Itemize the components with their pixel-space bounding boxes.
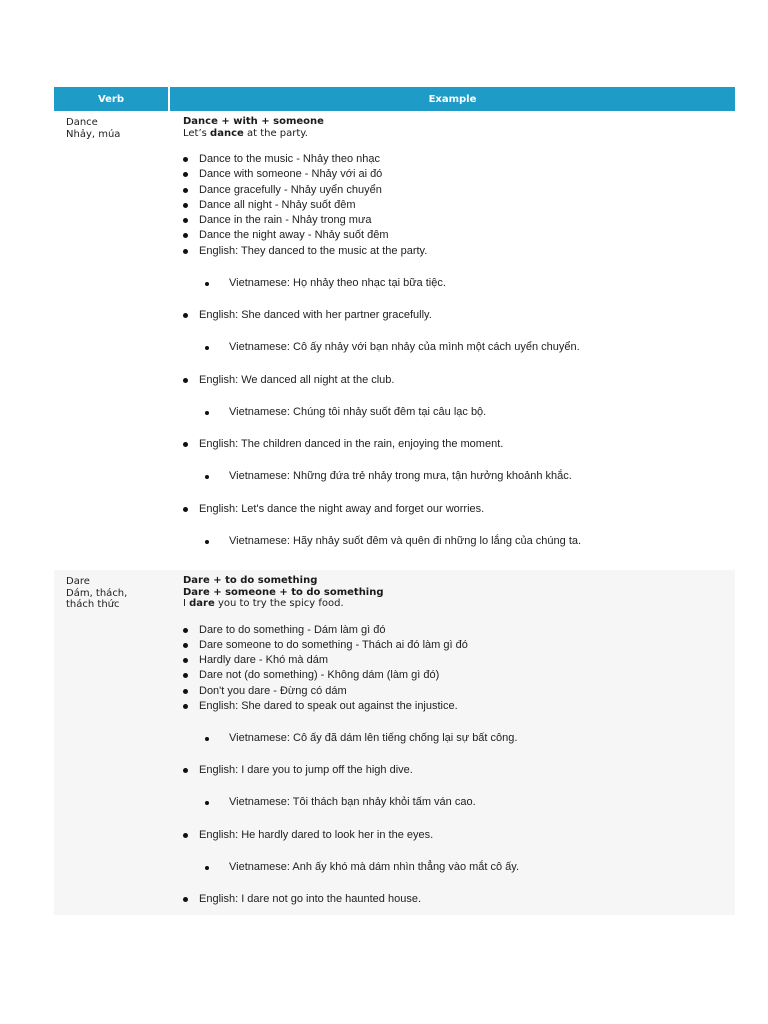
- table-header: [54, 87, 735, 111]
- english-sentence: English: We danced all night at the club.: [183, 373, 394, 388]
- list-item: Dare to do something - Dám làm gì đó: [183, 623, 735, 638]
- sentence-pair: [183, 892, 735, 957]
- vietnamese-translation: Vietnamese: Những đứa trẻ nhảy trong mưa, tận hưởng khoảnh khắc.: [205, 469, 572, 484]
- verb-meaning: Nhảy, múa: [66, 128, 121, 140]
- verb-word: Dance: [66, 117, 98, 128]
- vietnamese-translation: Vietnamese: Cô ấy nhảy với bạn nhảy của mình một cách uyển chuyển.: [205, 340, 580, 355]
- english-sentence: English: The children danced in the rain, enjoying the moment.: [183, 437, 503, 452]
- list-item: Dance with someone - Nhảy với ai đó: [183, 167, 735, 182]
- english-sentence: English: She dared to speak out against the injustice.: [183, 699, 458, 714]
- verb-pattern: Dance + with + someone: [183, 116, 324, 127]
- header-example: Example: [428, 93, 477, 105]
- vietnamese-translation: Vietnamese: Hãy nhảy suốt đêm và quên đi những lo lắng của chúng ta.: [205, 534, 581, 549]
- vietnamese-translation: Vietnamese: Cô ấy đã dám lên tiếng chống lại sự bất công.: [205, 731, 517, 746]
- sentence-pair: [183, 244, 735, 309]
- sentence-pair: [183, 763, 735, 828]
- collocation-list: [183, 623, 735, 699]
- table-row: [54, 111, 735, 567]
- list-item: Hardly dare - Khó mà dám: [183, 653, 735, 668]
- english-sentence: English: I dare not go into the haunted house.: [183, 892, 421, 907]
- verb-cell: [54, 570, 170, 915]
- sentence-pair: [183, 437, 735, 502]
- vietnamese-translation: Vietnamese: Họ nhảy theo nhạc tại bữa tiệc.: [205, 276, 446, 291]
- example-sentence-list: [183, 244, 735, 567]
- verb-table: [54, 87, 735, 915]
- list-item: Dare not (do something) - Không dám (làm gì đó): [183, 668, 735, 683]
- example-cell: [170, 570, 735, 915]
- example-sentence: I dare you to try the spicy food.: [183, 598, 344, 609]
- collocation-list: [183, 152, 735, 244]
- list-item: Dance in the rain - Nhảy trong mưa: [183, 213, 735, 228]
- header-verb: Verb: [54, 87, 170, 111]
- english-sentence: English: Let's dance the night away and forget our worries.: [183, 502, 484, 517]
- sentence-pair: [183, 502, 735, 567]
- verb-pattern: Dare + to do something: [183, 575, 318, 586]
- example-sentence-list: [183, 699, 735, 957]
- example-cell: [170, 111, 735, 567]
- english-sentence: English: They danced to the music at the party.: [183, 244, 427, 259]
- vietnamese-translation: Vietnamese: Anh ấy khó mà dám nhìn thẳng vào mắt cô ấy.: [205, 860, 519, 875]
- list-item: Dare someone to do something - Thách ai đó làm gì đó: [183, 638, 735, 653]
- verb-meaning: Dám, thách,: [66, 587, 128, 599]
- verb-cell: [54, 111, 170, 567]
- list-item: Dance all night - Nhảy suốt đêm: [183, 198, 735, 213]
- verb-word: Dare: [66, 576, 90, 587]
- english-sentence: English: I dare you to jump off the high dive.: [183, 763, 413, 778]
- sentence-pair: [183, 699, 735, 764]
- verb-meaning: thách thức: [66, 599, 120, 610]
- table-row: [54, 570, 735, 915]
- verb-pattern: Dare + someone + to do something: [183, 586, 384, 598]
- example-sentence: Let’s dance at the party.: [183, 127, 308, 139]
- sentence-pair: [183, 373, 735, 438]
- sentence-pair: [183, 308, 735, 373]
- vietnamese-translation: Vietnamese: Tôi thách bạn nhảy khỏi tấm ván cao.: [205, 795, 476, 810]
- english-sentence: English: He hardly dared to look her in the eyes.: [183, 828, 433, 843]
- list-item: Dance gracefully - Nhảy uyển chuyển: [183, 183, 735, 198]
- list-item: Don't you dare - Đừng có dám: [183, 684, 735, 699]
- list-item: Dance to the music - Nhảy theo nhạc: [183, 152, 735, 167]
- vietnamese-translation: Vietnamese: Chúng tôi nhảy suốt đêm tại câu lạc bộ.: [205, 405, 486, 420]
- sentence-pair: [183, 828, 735, 893]
- english-sentence: English: She danced with her partner gracefully.: [183, 308, 432, 323]
- list-item: Dance the night away - Nhảy suốt đêm: [183, 228, 735, 243]
